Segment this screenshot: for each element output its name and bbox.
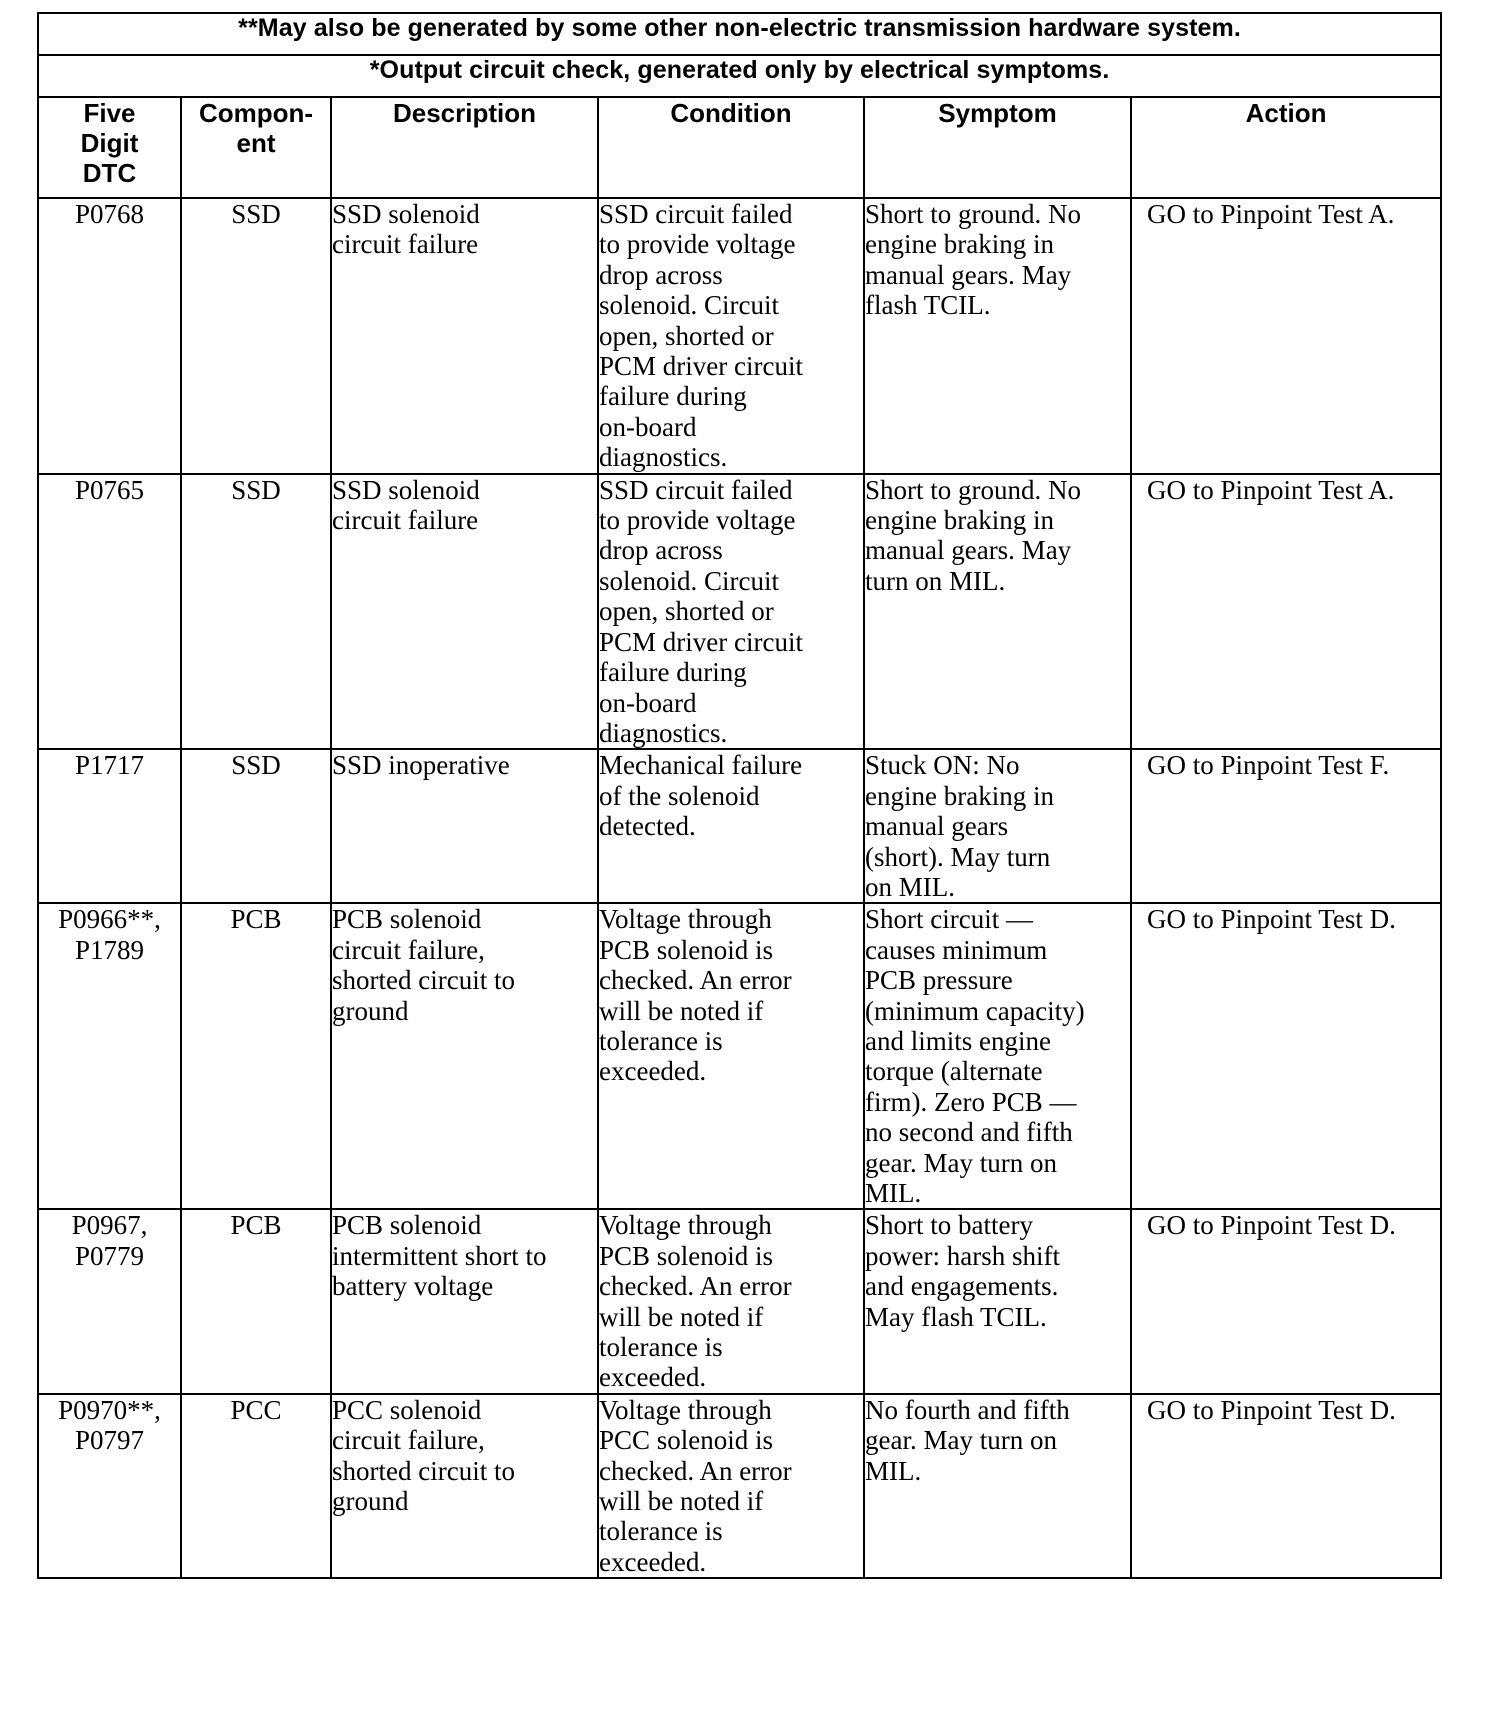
cell-symptom: Short to ground. No engine braking in manual gears. May flash TCIL.	[864, 198, 1131, 474]
cell-condition: SSD circuit failed to provide voltage drop across solenoid. Circuit open, shorted or PCM driver circuit failure during on-board diagnostics.	[598, 198, 864, 474]
cell-symptom: Short to battery power: harsh shift and engagements. May flash TCIL.	[864, 1209, 1131, 1393]
cell-condition: Voltage through PCC solenoid is checked. An error will be noted if tolerance is exceeded.	[598, 1394, 864, 1578]
table-row	[38, 903, 1441, 1209]
cell-description: SSD inoperative	[331, 749, 598, 903]
cell-component: PCB	[181, 903, 331, 1209]
cell-action: GO to Pinpoint Test D.	[1131, 903, 1441, 1209]
header-dtc	[38, 97, 181, 198]
header-description: Description	[331, 97, 598, 198]
note-output-circuit: *Output circuit check, generated only by electrical symptoms.	[38, 55, 1441, 97]
cell-symptom: Stuck ON: No engine braking in manual gears (short). May turn on MIL.	[864, 749, 1131, 903]
header-action: Action	[1131, 97, 1441, 198]
cell-description: PCB solenoid circuit failure, shorted circuit to ground	[331, 903, 598, 1209]
cell-action: GO to Pinpoint Test D.	[1131, 1394, 1441, 1578]
dtc-document	[37, 12, 1440, 1579]
table-row	[38, 1394, 1441, 1578]
header-component-line: Compon-	[198, 98, 314, 128]
note-hardware: **May also be generated by some other non-electric transmission hardware system.	[38, 13, 1441, 55]
cell-component: SSD	[181, 198, 331, 474]
cell-description: PCC solenoid circuit failure, shorted circuit to ground	[331, 1394, 598, 1578]
cell-dtc: P0768	[38, 198, 181, 474]
cell-dtc: P0967, P0779	[38, 1209, 181, 1393]
dtc-table	[37, 12, 1442, 1579]
header-component	[181, 97, 331, 198]
cell-symptom: Short circuit — causes minimum PCB pressure (minimum capacity) and limits engine torque (alternate firm). Zero PCB — no second and fifth gear. May turn on MIL.	[864, 903, 1131, 1209]
header-row	[38, 97, 1441, 198]
table-row	[38, 198, 1441, 474]
header-condition: Condition	[598, 97, 864, 198]
table-row	[38, 1209, 1441, 1393]
header-dtc-line: Five	[83, 98, 136, 128]
cell-component: PCB	[181, 1209, 331, 1393]
cell-condition: SSD circuit failed to provide voltage drop across solenoid. Circuit open, shorted or PCM driver circuit failure during on-board diagnostics.	[598, 474, 864, 750]
cell-dtc: P0970**, P0797	[38, 1394, 181, 1578]
cell-description: PCB solenoid intermittent short to battery voltage	[331, 1209, 598, 1393]
cell-description: SSD solenoid circuit failure	[331, 474, 598, 750]
cell-dtc: P1717	[38, 749, 181, 903]
cell-dtc: P0966**, P1789	[38, 903, 181, 1209]
cell-symptom: No fourth and fifth gear. May turn on MIL.	[864, 1394, 1131, 1578]
header-component-line: ent	[236, 128, 276, 158]
note-row	[38, 55, 1441, 97]
cell-action: GO to Pinpoint Test F.	[1131, 749, 1441, 903]
cell-condition: Voltage through PCB solenoid is checked. An error will be noted if tolerance is exceeded.	[598, 1209, 864, 1393]
cell-component: PCC	[181, 1394, 331, 1578]
cell-action: GO to Pinpoint Test A.	[1131, 474, 1441, 750]
header-symptom: Symptom	[864, 97, 1131, 198]
cell-component: SSD	[181, 474, 331, 750]
header-dtc-line: Digit	[80, 128, 139, 158]
cell-condition: Voltage through PCB solenoid is checked. An error will be noted if tolerance is exceeded.	[598, 903, 864, 1209]
note-row	[38, 13, 1441, 55]
cell-symptom: Short to ground. No engine braking in manual gears. May turn on MIL.	[864, 474, 1131, 750]
cell-description: SSD solenoid circuit failure	[331, 198, 598, 474]
header-dtc-line: DTC	[82, 158, 137, 188]
cell-action: GO to Pinpoint Test D.	[1131, 1209, 1441, 1393]
cell-dtc: P0765	[38, 474, 181, 750]
cell-action: GO to Pinpoint Test A.	[1131, 198, 1441, 474]
table-row	[38, 474, 1441, 750]
cell-condition: Mechanical failure of the solenoid detected.	[598, 749, 864, 903]
cell-component: SSD	[181, 749, 331, 903]
table-row	[38, 749, 1441, 903]
